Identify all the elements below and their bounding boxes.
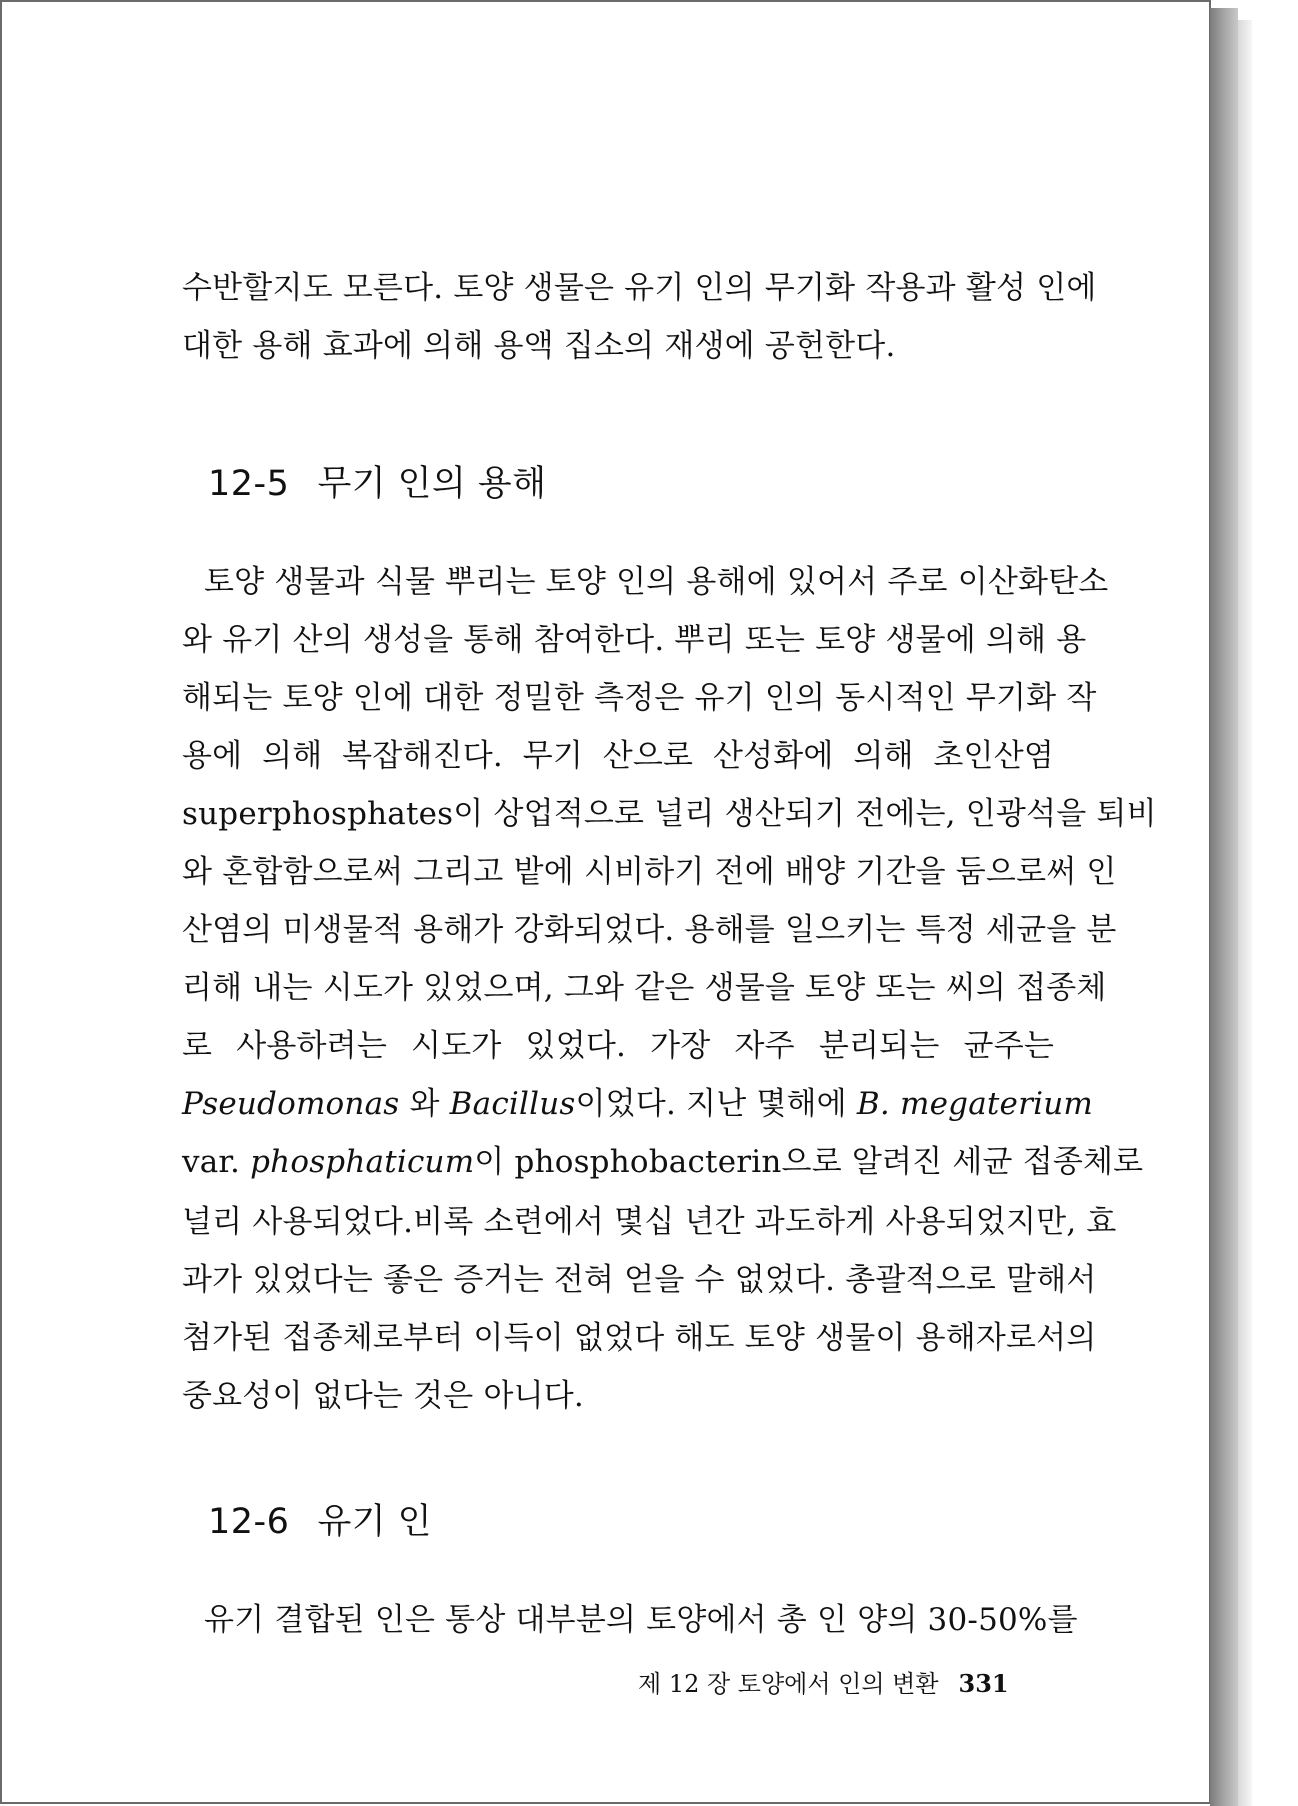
body-line: 토양 생물과 식물 뿌리는 토양 인의 용해에 있어서 주로 이산화탄소 [204,564,1109,600]
body-line: 대한 용해 효과에 의해 용액 집소의 재생에 공헌한다. [182,328,896,364]
body-line: 리해 내는 시도가 있었으며, 그와 같은 생물을 토양 또는 씨의 접종체 [182,970,1107,1006]
page-edge-shadow [1238,20,1252,1806]
species-prefix: B. [856,1086,890,1122]
page-footer [638,1664,1009,1699]
body-line: 산염의 미생물적 용해가 강화되었다. 용해를 일으키는 특정 세균을 분 [182,912,1117,948]
section-heading [208,456,547,506]
section-title: 유기 인 [317,1502,432,1542]
variety-name: phosphaticum [250,1144,475,1180]
body-line-variety [182,1136,1144,1181]
page-edge [1210,8,1238,1806]
body-line: 와 유기 산의 생성을 통해 참여한다. 뿌리 또는 토양 생물에 의해 용 [182,622,1087,658]
body-line: 유기 결합된 인은 통상 대부분의 토양에서 총 인 양의 30-50%를 [204,1602,1078,1638]
body-line: superphosphates이 상업적으로 널리 생산되기 전에는, 인광석을 퇴비 [182,796,1157,832]
conjunction: 와 [409,1086,440,1122]
species-megaterium: megaterium [900,1086,1093,1122]
genus-bacillus: Bacillus [449,1086,576,1122]
body-line: 용에 의해 복잡해진다. 무기 산으로 산성화에 의해 초인산염 [182,738,1054,774]
section-number: 12-5 [208,464,290,504]
section-number: 12-6 [208,1502,290,1542]
body-line: 수반할지도 모른다. 토양 생물은 유기 인의 무기화 작용과 활성 인에 [182,270,1097,306]
section-title: 무기 인의 용해 [317,464,547,504]
body-text: 이 phosphobacterin으로 알려진 세균 접종체로 [474,1144,1144,1180]
body-line-species [182,1078,1093,1123]
page-number: 331 [958,1669,1009,1698]
body-line: 로 사용하려는 시도가 있었다. 가장 자주 분리되는 균주는 [182,1028,1054,1064]
body-text: 이었다. 지난 몇해에 [575,1086,847,1122]
variety-label: var. [182,1144,241,1180]
genus-pseudomonas: Pseudomonas [182,1086,400,1122]
section-heading [208,1494,432,1544]
body-line: 중요성이 없다는 것은 아니다. [182,1378,584,1414]
body-line: 과가 있었다는 좋은 증거는 전혀 얻을 수 없었다. 총괄적으로 말해서 [182,1262,1097,1298]
chapter-title: 제 12 장 토양에서 인의 변환 [638,1670,939,1698]
body-line: 와 혼합함으로써 그리고 밭에 시비하기 전에 배양 기간을 둠으로써 인 [182,854,1117,890]
body-line: 첨가된 접종체로부터 이득이 없었다 해도 토양 생물이 용해자로서의 [182,1320,1097,1356]
body-line: 해되는 토양 인에 대한 정밀한 측정은 유기 인의 동시적인 무기화 작 [182,680,1097,716]
body-line: 널리 사용되었다.비록 소련에서 몇십 년간 과도하게 사용되었지만, 효 [182,1204,1117,1240]
